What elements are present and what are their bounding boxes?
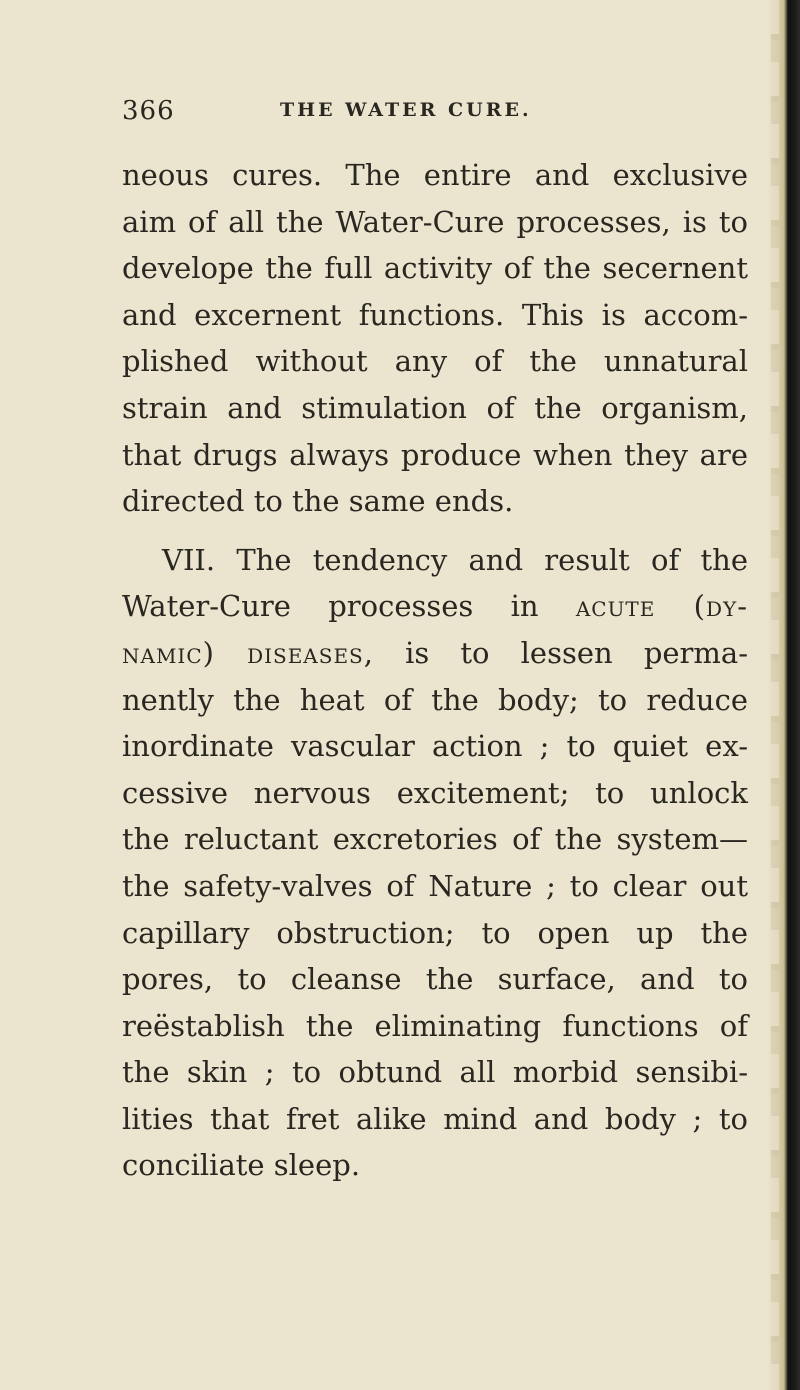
text-line: pores, to cleanse the surface, and to — [122, 962, 748, 997]
text-line — [122, 630, 748, 677]
text-line: inordinate vascular action ; to quiet ex- — [122, 729, 748, 764]
text-line: neous cures. The entire and exclusive — [122, 158, 748, 192]
text-line: nently the heat of the body; to reduce — [122, 682, 748, 717]
text-line: cessive nervous excitement; to unlock — [122, 775, 748, 810]
text-segment: is to lessen perma- — [373, 635, 748, 670]
page-edge-shading — [771, 0, 779, 1390]
text-line — [122, 583, 748, 630]
text-line: VII. The tendency and result of the — [162, 542, 748, 577]
text-line: conciliate sleep. — [122, 1148, 361, 1183]
text-line: the reluctant excretories of the system— — [122, 822, 748, 857]
text-line: and excernent functions. This is accom- — [122, 297, 748, 332]
text-line: directed to the same ends. — [122, 484, 514, 519]
page-number: 366 — [122, 96, 175, 126]
text-line: aim of all the Water-Cure processes, is to — [122, 204, 748, 239]
small-caps-term: acute (dy- — [575, 589, 748, 624]
text-line: the safety-valves of Nature ; to clear out — [122, 868, 748, 903]
page-header — [122, 96, 742, 136]
paragraph-1 — [122, 152, 748, 525]
text-segment: Water-Cure processes in — [122, 589, 576, 624]
paragraph-gap — [122, 525, 748, 537]
running-title: THE WATER CURE. — [280, 99, 532, 121]
text-line: lities that fret alike mind and body ; to — [122, 1101, 748, 1136]
text-line: plished without any of the unnatural — [122, 344, 748, 379]
text-line: the skin ; to obtund all morbid sensibi- — [122, 1055, 748, 1090]
text-line: reëstablish the eliminating functions of — [122, 1008, 748, 1043]
body-text — [122, 152, 748, 1189]
text-line: that drugs always produce when they are — [122, 437, 748, 472]
text-line: capillary obstruction; to open up the — [122, 915, 748, 950]
text-line: strain and stimulation of the organism, — [122, 390, 748, 425]
small-caps-term: namic) diseases, — [122, 635, 374, 670]
paragraph-2 — [122, 537, 748, 1189]
text-line: develope the full activity of the secernent — [122, 251, 748, 286]
